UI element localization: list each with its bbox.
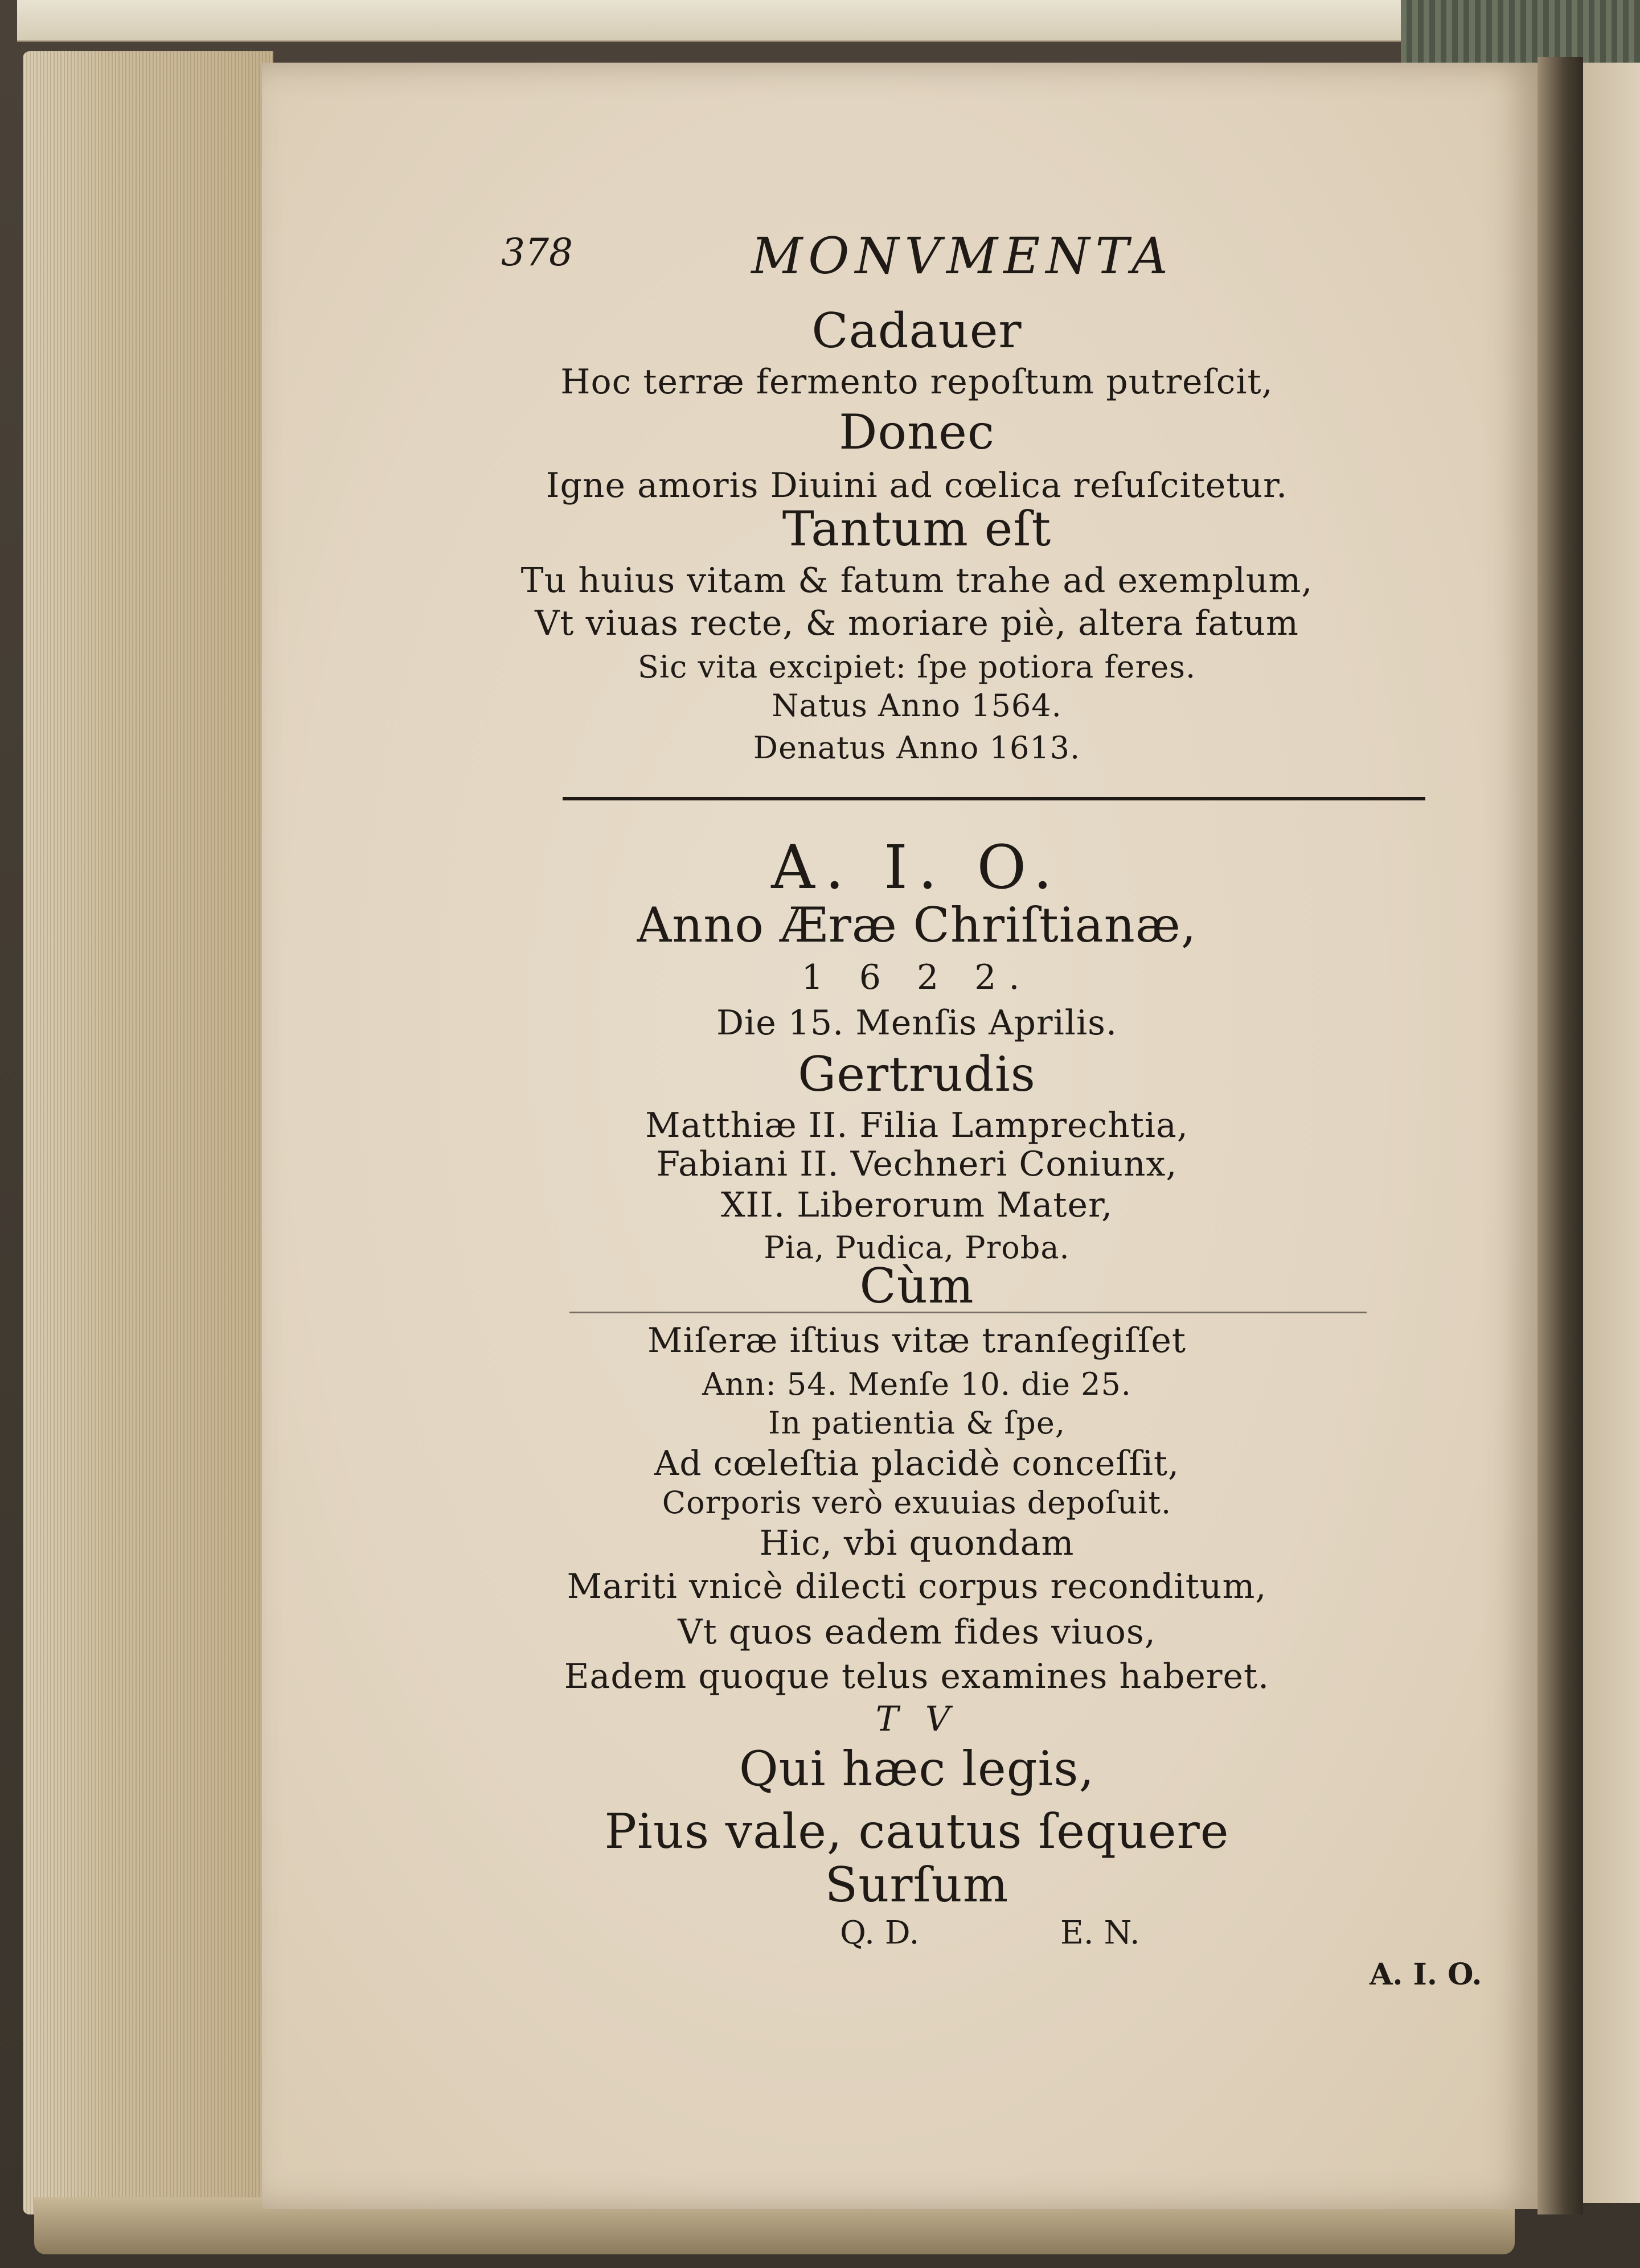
epitaph-line: Vt viuas recte, & moriare piè, altera fatum (535, 603, 1299, 643)
epitaph-line: Sic vita excipiet: ſpe potiora feres. (637, 649, 1196, 685)
epitaph-line: T V (875, 1699, 958, 1739)
epitaph-line: Surſum (825, 1857, 1009, 1913)
closing-abbreviation-left: Q. D. (840, 1914, 920, 1951)
section-divider (563, 797, 1425, 800)
book-cover-top (17, 0, 1407, 42)
epitaph-line: Matthiæ II. Filia Lamprechtia, (645, 1106, 1188, 1145)
epitaph-line: Igne amoris Diuini ad cœlica reſuſcitetur. (546, 466, 1288, 506)
book-headband (1401, 0, 1640, 66)
closing-abbreviation-right: E. N. (1060, 1914, 1140, 1951)
epitaph-line: Tantum eſt (782, 501, 1052, 557)
epitaph-line: Hic, vbi quondam (759, 1523, 1075, 1563)
epitaph-line: Donec (839, 404, 995, 460)
epitaph-line: Mariti vnicè dilecti corpus reconditum, (567, 1567, 1267, 1606)
epitaph-line: Eadem quoque telus examines haberet. (564, 1657, 1270, 1696)
epitaph-line: Die 15. Menſis Aprilis. (716, 1003, 1118, 1043)
epitaph-line: In patientia & ſpe, (768, 1405, 1065, 1441)
epitaph-line: XII. Liberorum Mater, (720, 1185, 1113, 1225)
epitaph-line: Cùm (859, 1258, 974, 1314)
page-number: 378 (501, 231, 573, 274)
epitaph-line: Pius vale, cautus ſequere (604, 1803, 1229, 1859)
epitaph-line: Anno Æræ Chriſtianæ, (637, 897, 1197, 953)
epitaph-line: 1 6 2 2. (801, 958, 1032, 997)
epitaph-line: A. I. O. (771, 832, 1063, 902)
epitaph-line: Denatus Anno 1613. (753, 730, 1081, 766)
running-head: MONVMENTA (751, 227, 1174, 285)
epitaph-line: Vt quos eadem fides viuos, (678, 1612, 1156, 1652)
epitaph-line: Ad cœleſtia placidè conceſſit, (654, 1444, 1180, 1484)
epitaph-line: Hoc terræ fermento repoſtum putreſcit, (560, 362, 1273, 402)
epitaph-line: Miſeræ iſtius vitæ tranſegiſſet (647, 1321, 1186, 1361)
catchword: A. I. O. (1370, 1957, 1482, 1992)
epitaph-line: Corporis verò exuuias depoſuit. (662, 1485, 1172, 1521)
epitaph-line: Qui hæc legis, (739, 1741, 1095, 1797)
epitaph-line: Fabiani II. Vechneri Coniunx, (656, 1144, 1178, 1184)
epitaph-line: Ann: 54. Menſe 10. die 25. (702, 1366, 1131, 1402)
epitaph-line: Tu huius vitam & fatum trahe ad exemplum, (520, 561, 1313, 601)
epitaph-line: Gertrudis (798, 1046, 1036, 1102)
epitaph-line: Natus Anno 1564. (772, 688, 1062, 724)
epitaph-line: Cadauer (811, 303, 1022, 359)
epitaph-line: Pia, Pudica, Proba. (764, 1230, 1070, 1266)
